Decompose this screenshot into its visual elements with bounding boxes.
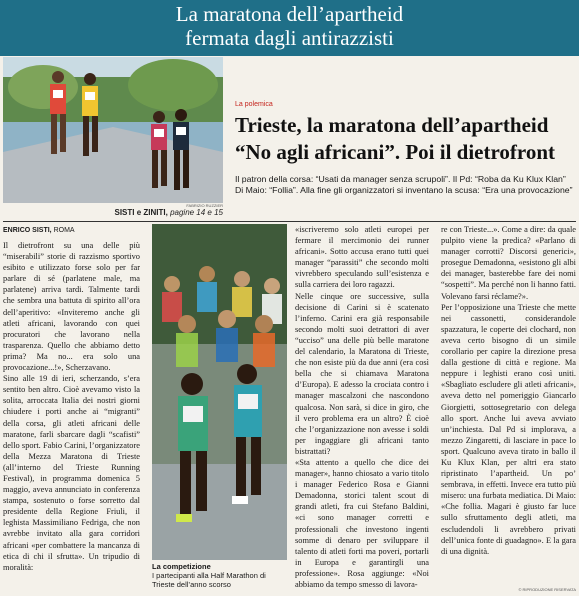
marathon-photo (152, 224, 287, 560)
caption-text: I partecipanti alla Half Marathon di Trieste dell’anno scorso (152, 571, 266, 589)
reference-pages: pagine 14 e 15 (170, 208, 223, 217)
byline-place: ROMA (53, 227, 75, 234)
byline (3, 227, 75, 234)
photo-credit: FABRIZIO RUZZIER (186, 203, 223, 208)
band-title-line-2: fermata dagli antirazzisti (185, 26, 394, 50)
copyright-notice: © RIPRODUZIONE RISERVATA (518, 587, 576, 592)
band-title-line-1: La maratona dell’apartheid (175, 2, 404, 26)
band-title (0, 2, 579, 50)
caption-title: La competizione (152, 562, 211, 571)
divider (3, 221, 576, 222)
headline (235, 112, 575, 166)
photo-caption (152, 562, 287, 589)
paragraph: Per l’opposizione una Trieste che mette nei cassonetti, considerandole spazzatura, le coperte dei clochard, non aveva certo bisogno di un simile corollario per capire la direzione presa dalla gestione di città e regione. Ma neppure i leghisti erano così uniti. «Sbagliato escludere gli atleti africani», aveva detto nel pomeriggio Giancarlo Giorgietti, sottosegretario con delega allo sport. Anche lui aveva avviato un’inchiesta. Dal Pd si implorava, a mezzo Zingaretti, di lasciare in pace lo sport. Qualcuno aveva tirato in ballo il Ku Klux Klan, per altri era stato ripristinato l’apartheid. Un po’ sembrava, in effetti. Invece era tutto più misero: una furbata mediatica. Di Maio: «Che follia. Magari è giusto far luce sullo sfruttamento degli atleti, ma escludendoli li avrebbero privati dell’unica fonte di guadagno». E la gara di una dignità. (441, 302, 576, 556)
paragraph: Sino alle 19 di ieri, scherzando, s’era sentito ben altro. Cioè avevamo visto la solita, arroccata Italia dei nostri giorni chiudere i porti anche ai “migranti” della corsa, gli atleti africani delle maratone, farli sbarcare dagli “scafisti” dello sport. Fabio Carini, l’organizzatore della Mezza Maratona di Trieste (all’interno del Trieste Running Festival), in programma domenica 5 maggio, aveva annunciato in conferenza stampa, sostenuto o forse sorretto dal presidente della Regione Friuli, il leghista Massimiliano Fedriga, che non avrebbe invitato alla gara corridori africani «per combattere la mancanza di etica di chi il sfrutta». Un tripudio di moralità: (3, 374, 140, 572)
reference-authors: SISTI e ZINITI, (114, 208, 168, 217)
article-column-3 (441, 224, 576, 557)
paragraph: Il dietrofront su una delle più “miserabili” storie di razzismo sportivo esibito e utilizzato forse solo per far parlare di sé (parlatene male, ma parlatene) arriva tardi. Talmente tardi che sembra una battuta di spirito all’ora dell’aperitivo: «Inviteremo anche gli atleti africani, lavorando con quei procuratori che lavorano nella trasparenza. Quello che abbiamo detto prima? Ma no... era solo una provocazione...!», Scherzavano. (3, 241, 140, 373)
article-column-2 (295, 224, 429, 590)
paragraph: Nelle cinque ore successive, sulla decisione di Carini si è scatenato l’inferno. Carini era già responsabile secondo molti suoi detrattori di aver “ucciso” una delle più belle maratone del calendario, la Maratona di Trieste, che non esiste più da due anni (era così bella che si chiamava Maratona d’Europa). E adesso la crociata contro i manager mascalzoni che nascondono qualcosa. Non sarà, si dice in giro, che il vero problema era un altro? È cioè che l’organizzazione non avesse i soldi per ingaggiare gli africani tanto bistrattati? (295, 291, 429, 456)
paragraph: «iscriveremo solo atleti europei per fermare il mercimonio dei runner africani». Sotto accusa erano tutti quei manager “parassiti” che secondo molti vivrebbero speculando sull’esistenza e sulla carriera dei loro ragazzi. (295, 225, 429, 290)
article-column-1 (3, 240, 140, 573)
page-reference (90, 208, 223, 217)
paragraph: re con Trieste...». Come a dire: da quale pulpito viene la predica? «Parlano di manager corrotti? Discorsi generici», prosegue Demadonna, «esistono gli albi dei manager, basterebbe fare dei nomi “sospetti”. Ma perché non li hanno fatti. Volevano farsi réclame?». (441, 225, 576, 301)
headline-line-1: Trieste, la maratona dell’apartheid (235, 113, 549, 137)
top-photo (3, 57, 223, 203)
headline-line-2: “No agli africani”. Poi il dietrofront (235, 140, 556, 164)
byline-author: ENRICO SISTI, (3, 227, 52, 234)
section-label: La polemica (235, 101, 273, 108)
subheadline: Il patron della corsa: “Usati da manager senza scrupoli”. Il Pd: “Roba da Ku Klux Klan” Di Maio: “Follia”. Alla fine gli organizzatori si inventano la scusa: “Era una provocazione” (235, 174, 573, 195)
paragraph: «Sta attento a quello che dice dei manager», hanno chiosato a vario titolo i manager Federico Rosa e Gianni Demadonna, storici talent scout di grandi atleti, fra cui Stefano Baldini, «ci sono manager corretti e professionali che investono ingenti somme di denaro per sviluppare il talento di atleti forti ma poveri, portarli in Europa e garantirgli una professione». Rosa aggiunge: «Noi abbiamo da tempo smesso di lavora- (295, 457, 429, 589)
